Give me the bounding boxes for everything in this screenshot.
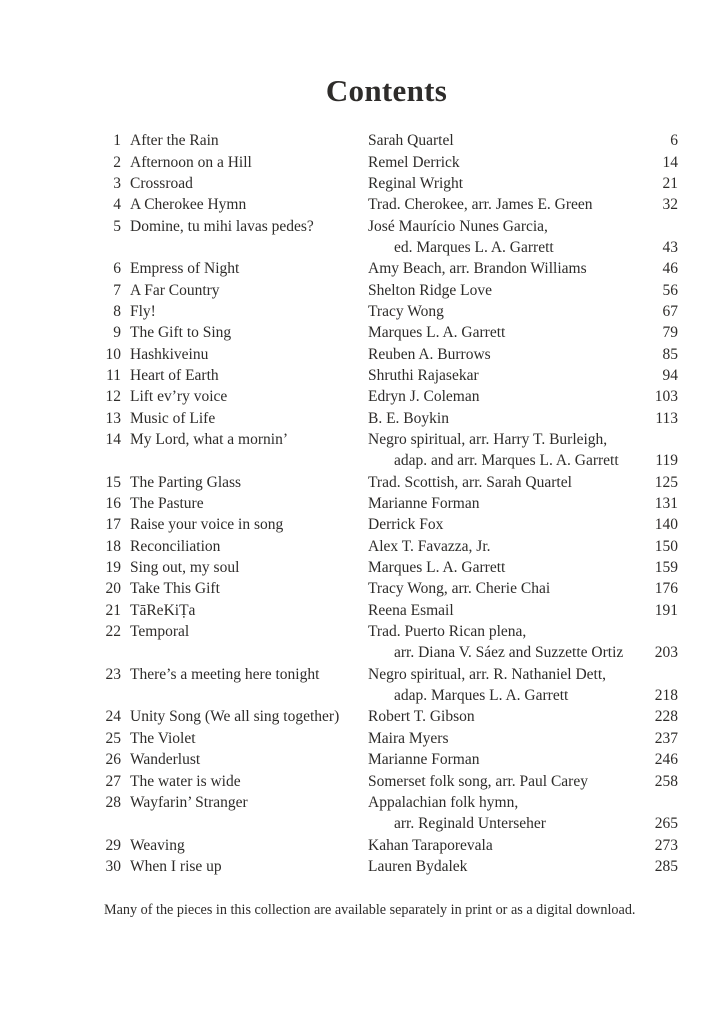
piece-title: Weaving [130, 836, 185, 854]
toc-row [95, 216, 678, 259]
entry-number: 26 [105, 751, 121, 769]
page-number: 131 [654, 495, 678, 513]
page-number: 67 [662, 302, 678, 320]
composer-name: Marianne Forman [368, 495, 480, 513]
toc-row [95, 557, 678, 578]
page-number: 43 [662, 238, 678, 256]
composer-name: Trad. Puerto Rican plena, arr. Diana V. Sáez and Suzzette Ortiz [368, 623, 624, 662]
entry-number: 12 [105, 388, 121, 406]
entry-number: 16 [105, 495, 121, 513]
composer-name: Remel Derrick [368, 153, 460, 171]
toc-row [95, 493, 678, 514]
entry-number: 25 [105, 729, 121, 747]
entry-number: 4 [113, 196, 121, 214]
page-number: 56 [662, 281, 678, 299]
piece-title: The water is wide [130, 772, 241, 790]
entry-number: 10 [105, 345, 121, 363]
composer-name: Kahan Taraporevala [368, 836, 493, 854]
footer-note: Many of the pieces in this collection are available separately in print or as a digital download. [104, 902, 636, 919]
entry-number: 14 [105, 431, 121, 448]
composer-name: Reuben A. Burrows [368, 345, 491, 363]
composer-name: Sarah Quartel [368, 132, 454, 150]
entry-number: 22 [105, 623, 121, 641]
page-number: 150 [654, 537, 678, 555]
page-number: 285 [654, 857, 678, 875]
page-number: 103 [654, 388, 678, 406]
toc-row [95, 706, 678, 727]
piece-title: The Parting Glass [130, 473, 242, 491]
page-number: 228 [654, 708, 678, 726]
composer-name: José Maurício Nunes Garcia, ed. Marques L. A. Garrett [368, 217, 554, 256]
page-number: 21 [662, 174, 678, 192]
piece-title: Crossroad [130, 174, 193, 192]
toc-row [95, 301, 678, 322]
page-number: 113 [655, 409, 678, 427]
page-number: 176 [654, 580, 678, 598]
page-number: 94 [662, 366, 678, 384]
composer-name: Derrick Fox [368, 516, 444, 534]
toc-row [95, 771, 678, 792]
piece-title: Take This Gift [130, 580, 220, 598]
composer-name: B. E. Boykin [368, 409, 449, 427]
toc-row [95, 835, 678, 856]
piece-title: The Violet [130, 729, 196, 747]
toc-row [95, 365, 678, 386]
entry-number: 24 [105, 708, 121, 726]
piece-title: Empress of Night [130, 260, 240, 278]
composer-name: Trad. Cherokee, arr. James E. Green [368, 196, 593, 214]
composer-name: Edryn J. Coleman [368, 388, 480, 406]
entry-number: 20 [105, 580, 121, 598]
entry-number: 21 [105, 601, 121, 619]
composer-name: Shruthi Rajasekar [368, 366, 479, 384]
piece-title: Reconciliation [130, 537, 221, 555]
toc-row [95, 280, 678, 301]
piece-title: Domine, tu mihi lavas pedes? [130, 217, 314, 235]
entry-number: 5 [113, 217, 121, 235]
entry-number: 17 [105, 516, 121, 534]
composer-name: Trad. Scottish, arr. Sarah Quartel [368, 473, 572, 491]
piece-title: A Far Country [130, 281, 220, 299]
page-number: 85 [662, 345, 678, 363]
page-number: 140 [654, 516, 678, 534]
composer-name: Tracy Wong, arr. Cherie Chai [368, 580, 551, 598]
piece-title: Raise your voice in song [130, 516, 284, 534]
page-number: 237 [654, 729, 678, 747]
composer-name: Marques L. A. Garrett [368, 559, 506, 577]
piece-title: My Lord, what a mornin’ [130, 431, 288, 448]
entry-number: 27 [105, 772, 121, 790]
toc-row [95, 130, 678, 151]
composer-name: Tracy Wong [368, 302, 444, 320]
piece-title: Lift ev’ry voice [130, 388, 228, 406]
piece-title: Temporal [130, 623, 190, 641]
piece-title: Music of Life [130, 409, 216, 427]
page-number: 125 [654, 473, 678, 491]
entry-number: 15 [105, 473, 121, 491]
composer-name: Reena Esmail [368, 601, 454, 619]
page-number: 273 [654, 836, 678, 854]
toc-row [95, 664, 678, 707]
toc-row [95, 194, 678, 215]
page-number: 246 [654, 751, 678, 769]
piece-title: The Pasture [130, 495, 204, 513]
page-number: 218 [654, 687, 678, 705]
piece-title: A Cherokee Hymn [130, 196, 247, 214]
toc-row [95, 600, 678, 621]
entry-number: 2 [113, 153, 121, 171]
page-number: 119 [655, 452, 678, 470]
piece-title: Heart of Earth [130, 366, 219, 384]
entry-number: 8 [113, 302, 121, 320]
entry-number: 3 [113, 174, 121, 192]
composer-name: Marques L. A. Garrett [368, 324, 506, 342]
toc-row [95, 749, 678, 770]
toc-row [95, 429, 678, 472]
entry-number: 19 [105, 559, 121, 577]
page-number: 258 [654, 772, 678, 790]
toc-row [95, 258, 678, 279]
toc-row [95, 514, 678, 535]
piece-title: There’s a meeting here tonight [130, 665, 320, 683]
entry-number: 11 [106, 366, 121, 384]
piece-title: Unity Song (We all sing together) [130, 708, 340, 726]
composer-name: Appalachian folk hymn, arr. Reginald Unterseher [368, 793, 546, 833]
entry-number: 9 [113, 324, 121, 342]
toc-row [95, 856, 678, 877]
toc-row [95, 344, 678, 365]
piece-title: The Gift to Sing [130, 324, 232, 342]
toc-row [95, 322, 678, 343]
toc-row [95, 578, 678, 599]
page-number: 79 [662, 324, 678, 342]
piece-title: Wayfarin’ Stranger [130, 793, 248, 811]
composer-name: Amy Beach, arr. Brandon Williams [368, 260, 587, 278]
toc-row [95, 173, 678, 194]
piece-title: Afternoon on a Hill [130, 153, 252, 171]
toc-row [95, 728, 678, 749]
composer-name: Alex T. Favazza, Jr. [368, 537, 491, 555]
entry-number: 1 [113, 132, 121, 150]
piece-title: Sing out, my soul [130, 559, 240, 577]
piece-title: Fly! [130, 302, 156, 320]
piece-title: When I rise up [130, 857, 222, 875]
toc-row [95, 536, 678, 557]
entry-number: 6 [113, 260, 121, 278]
toc-row [95, 386, 678, 407]
composer-name: Shelton Ridge Love [368, 281, 492, 299]
entry-number: 7 [113, 281, 121, 299]
entry-number: 18 [105, 537, 121, 555]
page-title: Contents [325, 73, 448, 108]
entry-number: 29 [105, 836, 121, 854]
piece-title: Hashkiveinu [130, 345, 209, 363]
toc-list [95, 130, 678, 877]
piece-title: TāReKiṬa [130, 601, 196, 619]
entry-number: 23 [105, 665, 121, 683]
composer-name: Negro spiritual, arr. Harry T. Burleigh, adap. and arr. Marques L. A. Garrett [368, 431, 619, 470]
composer-name: Somerset folk song, arr. Paul Carey [368, 772, 588, 790]
page-number: 265 [654, 815, 678, 833]
piece-title: After the Rain [130, 132, 219, 150]
toc-row [95, 472, 678, 493]
page-number: 46 [662, 260, 678, 278]
toc-row [95, 621, 678, 664]
page-number: 32 [662, 196, 678, 214]
page-number: 6 [670, 132, 678, 150]
toc-row [95, 792, 678, 835]
toc-row [95, 152, 678, 173]
toc-row [95, 408, 678, 429]
composer-name: Maira Myers [368, 729, 449, 747]
piece-title: Wanderlust [130, 751, 201, 769]
page-number: 159 [654, 559, 678, 577]
composer-name: Lauren Bydalek [368, 857, 468, 875]
composer-name: Robert T. Gibson [368, 708, 475, 726]
page-number: 14 [662, 153, 678, 171]
page-number: 203 [654, 644, 678, 662]
entry-number: 30 [105, 857, 121, 875]
entry-number: 13 [105, 409, 121, 427]
entry-number: 28 [105, 793, 121, 811]
composer-name: Negro spiritual, arr. R. Nathaniel Dett, adap. Marques L. A. Garrett [368, 665, 607, 705]
composer-name: Reginal Wright [368, 174, 464, 192]
page-number: 191 [654, 601, 678, 619]
composer-name: Marianne Forman [368, 751, 480, 769]
